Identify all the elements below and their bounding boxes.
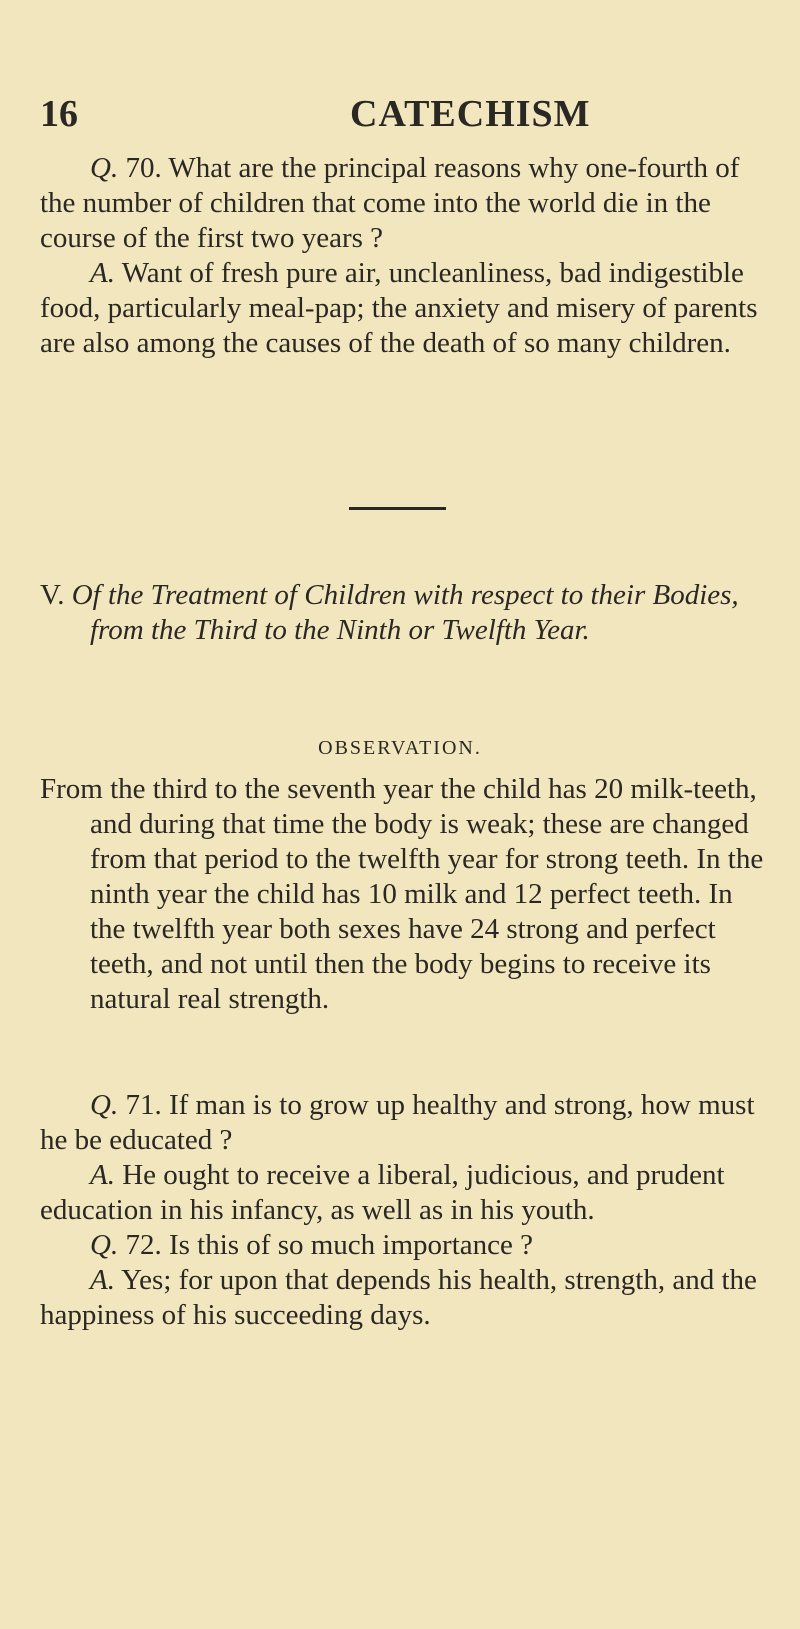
answer-text: Want of fresh pure air, uncleanliness, bad indigestible food, particularly meal-pap; the anxiety and misery of parents are also among the causes of the death of so many children. xyxy=(40,257,758,359)
question-label: Q. xyxy=(90,152,119,184)
answer-70 xyxy=(40,256,770,361)
qa-71-72 xyxy=(40,1088,770,1333)
answer-71 xyxy=(40,1158,770,1228)
section-number: V. xyxy=(40,579,65,611)
observation-body xyxy=(40,772,770,1017)
section-heading xyxy=(40,578,770,648)
observation-heading: OBSERVATION. xyxy=(318,737,482,759)
observation-text: From the third to the seventh year the child has 20 milk-teeth, and during that time the body is weak; these are changed from that period to the twelfth year for strong teeth. In the ninth year the child has 10 milk and 12 perfect teeth. In the twelfth year both sexes have 24 strong and perfect teeth, and not until then the body begins to receive its natural real strength. xyxy=(40,773,764,1015)
answer-text: Yes; for upon that depends his health, strength, and the happiness of his succeeding days. xyxy=(40,1264,757,1331)
question-71 xyxy=(40,1088,770,1158)
answer-72 xyxy=(40,1263,770,1333)
question-72 xyxy=(40,1228,770,1263)
answer-label: A. xyxy=(90,1159,115,1191)
question-70 xyxy=(40,151,770,256)
question-text: 72. Is this of so much importance ? xyxy=(118,1229,533,1261)
page-number: 16 xyxy=(40,93,78,135)
section-title: Of the Treatment of Children with respect to their Bodies, from the Third to the Ninth or Twelfth Year. xyxy=(71,579,739,646)
question-text: 70. What are the principal reasons why one-fourth of the number of children that come into the world die in the course of the first two years ? xyxy=(40,152,740,254)
answer-label: A. xyxy=(90,257,115,289)
qa-70 xyxy=(40,151,770,361)
page-header xyxy=(40,92,760,142)
answer-label: A. xyxy=(90,1264,115,1296)
running-head: CATECHISM xyxy=(350,93,591,135)
answer-text: He ought to receive a liberal, judicious, and prudent education in his infancy, as well as in his youth. xyxy=(40,1159,725,1226)
question-text: 71. If man is to grow up healthy and strong, how must he be educated ? xyxy=(40,1089,755,1156)
question-label: Q. xyxy=(90,1229,119,1261)
question-label: Q. xyxy=(90,1089,119,1121)
section-divider xyxy=(349,507,446,510)
